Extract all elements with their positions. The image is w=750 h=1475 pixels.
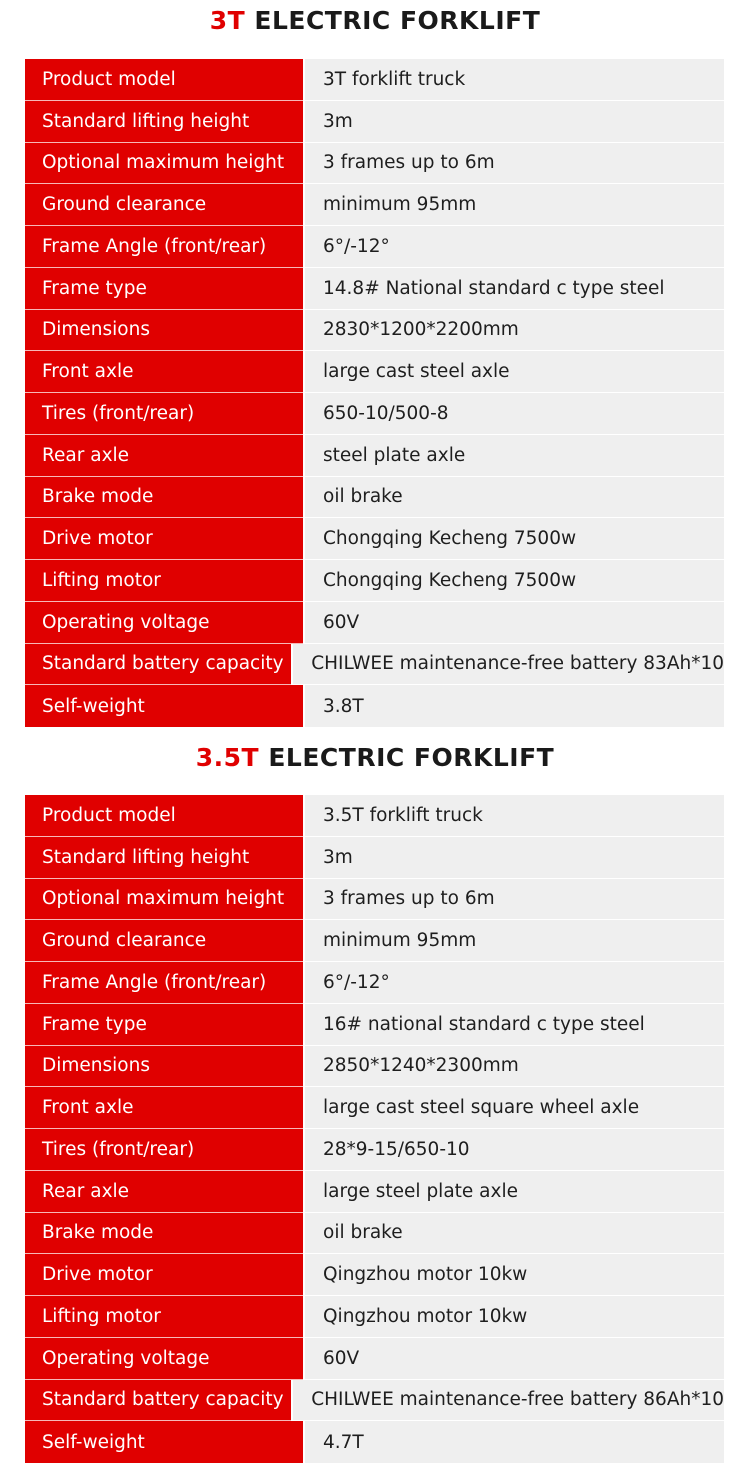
spec-label: Brake mode [25,477,303,519]
spec-value: 60V [305,1338,724,1380]
spec-value: 14.8# National standard c type steel [305,268,724,310]
spec-value: steel plate axle [305,435,724,477]
title-text: ELECTRIC FORKLIFT [268,743,555,772]
spec-label: Frame Angle (front/rear) [25,962,303,1004]
spec-value: 2830*1200*2200mm [305,310,724,352]
table-row [25,920,724,962]
table-row [25,101,724,143]
table-row [25,1380,724,1422]
spec-value: CHILWEE maintenance-free battery 86Ah*10 [293,1380,724,1422]
spec-value: CHILWEE maintenance-free battery 83Ah*10 [293,644,724,686]
title-accent: 3.5T [195,743,260,772]
table-row [25,1254,724,1296]
table-row [25,1004,724,1046]
spec-value: 3.5T forklift truck [305,795,724,837]
spec-label: Ground clearance [25,920,303,962]
spec-label: Optional maximum height [25,143,303,185]
spec-label: Ground clearance [25,184,303,226]
spec-value: 16# national standard c type steel [305,1004,724,1046]
table-row [25,644,724,686]
spec-value: Chongqing Kecheng 7500w [305,560,724,602]
spec-label: Drive motor [25,1254,303,1296]
spec-value: large cast steel axle [305,351,724,393]
section-title-3t [0,6,750,35]
spec-value: 6°/-12° [305,962,724,1004]
spec-value: 28*9-15/650-10 [305,1129,724,1171]
spec-label: Standard battery capacity [25,1380,291,1422]
table-row [25,59,724,101]
spec-label: Rear axle [25,1171,303,1213]
table-row [25,143,724,185]
table-row [25,268,724,310]
spec-label: Operating voltage [25,1338,303,1380]
spec-label: Front axle [25,351,303,393]
table-row [25,351,724,393]
spec-label: Self-weight [25,685,303,727]
spec-label: Frame Angle (front/rear) [25,226,303,268]
spec-value: 60V [305,602,724,644]
table-row [25,1338,724,1380]
spec-label: Standard battery capacity [25,644,291,686]
table-row [25,1046,724,1088]
table-row [25,1129,724,1171]
table-row [25,393,724,435]
spec-value: 2850*1240*2300mm [305,1046,724,1088]
spec-label: Frame type [25,1004,303,1046]
spec-label: Drive motor [25,518,303,560]
spec-label: Standard lifting height [25,101,303,143]
table-row [25,1296,724,1338]
table-row [25,310,724,352]
title-text: ELECTRIC FORKLIFT [254,6,541,35]
spec-value: Qingzhou motor 10kw [305,1254,724,1296]
table-row [25,1087,724,1129]
spec-label: Dimensions [25,310,303,352]
spec-value: large steel plate axle [305,1171,724,1213]
table-row [25,560,724,602]
spec-label: Operating voltage [25,602,303,644]
spec-value: 3m [305,837,724,879]
spec-label: Tires (front/rear) [25,393,303,435]
spec-value: oil brake [305,1213,724,1255]
spec-table-3-5t [25,795,724,1463]
spec-label: Frame type [25,268,303,310]
table-row [25,184,724,226]
table-row [25,879,724,921]
spec-value: minimum 95mm [305,920,724,962]
spec-value: Chongqing Kecheng 7500w [305,518,724,560]
table-row [25,518,724,560]
section-title-3-5t [0,743,750,772]
table-row [25,1171,724,1213]
table-row [25,795,724,837]
spec-value: large cast steel square wheel axle [305,1087,724,1129]
spec-label: Lifting motor [25,560,303,602]
table-row [25,435,724,477]
spec-label: Rear axle [25,435,303,477]
spec-value: 3 frames up to 6m [305,143,724,185]
spec-value: 3 frames up to 6m [305,879,724,921]
table-row [25,962,724,1004]
spec-label: Product model [25,795,303,837]
spec-value: minimum 95mm [305,184,724,226]
spec-label: Standard lifting height [25,837,303,879]
spec-value: 650-10/500-8 [305,393,724,435]
spec-value: oil brake [305,477,724,519]
spec-value: Qingzhou motor 10kw [305,1296,724,1338]
title-accent: 3T [209,6,246,35]
spec-label: Brake mode [25,1213,303,1255]
spec-label: Lifting motor [25,1296,303,1338]
spec-value: 4.7T [305,1421,724,1463]
table-row [25,1421,724,1463]
table-row [25,1213,724,1255]
spec-value: 3T forklift truck [305,59,724,101]
table-row [25,226,724,268]
spec-table-3t [25,59,724,727]
spec-label: Optional maximum height [25,879,303,921]
table-row [25,837,724,879]
spec-label: Self-weight [25,1421,303,1463]
spec-value: 6°/-12° [305,226,724,268]
table-row [25,477,724,519]
spec-label: Front axle [25,1087,303,1129]
spec-value: 3.8T [305,685,724,727]
table-row [25,602,724,644]
spec-value: 3m [305,101,724,143]
spec-label: Dimensions [25,1046,303,1088]
table-row [25,685,724,727]
spec-label: Tires (front/rear) [25,1129,303,1171]
spec-label: Product model [25,59,303,101]
